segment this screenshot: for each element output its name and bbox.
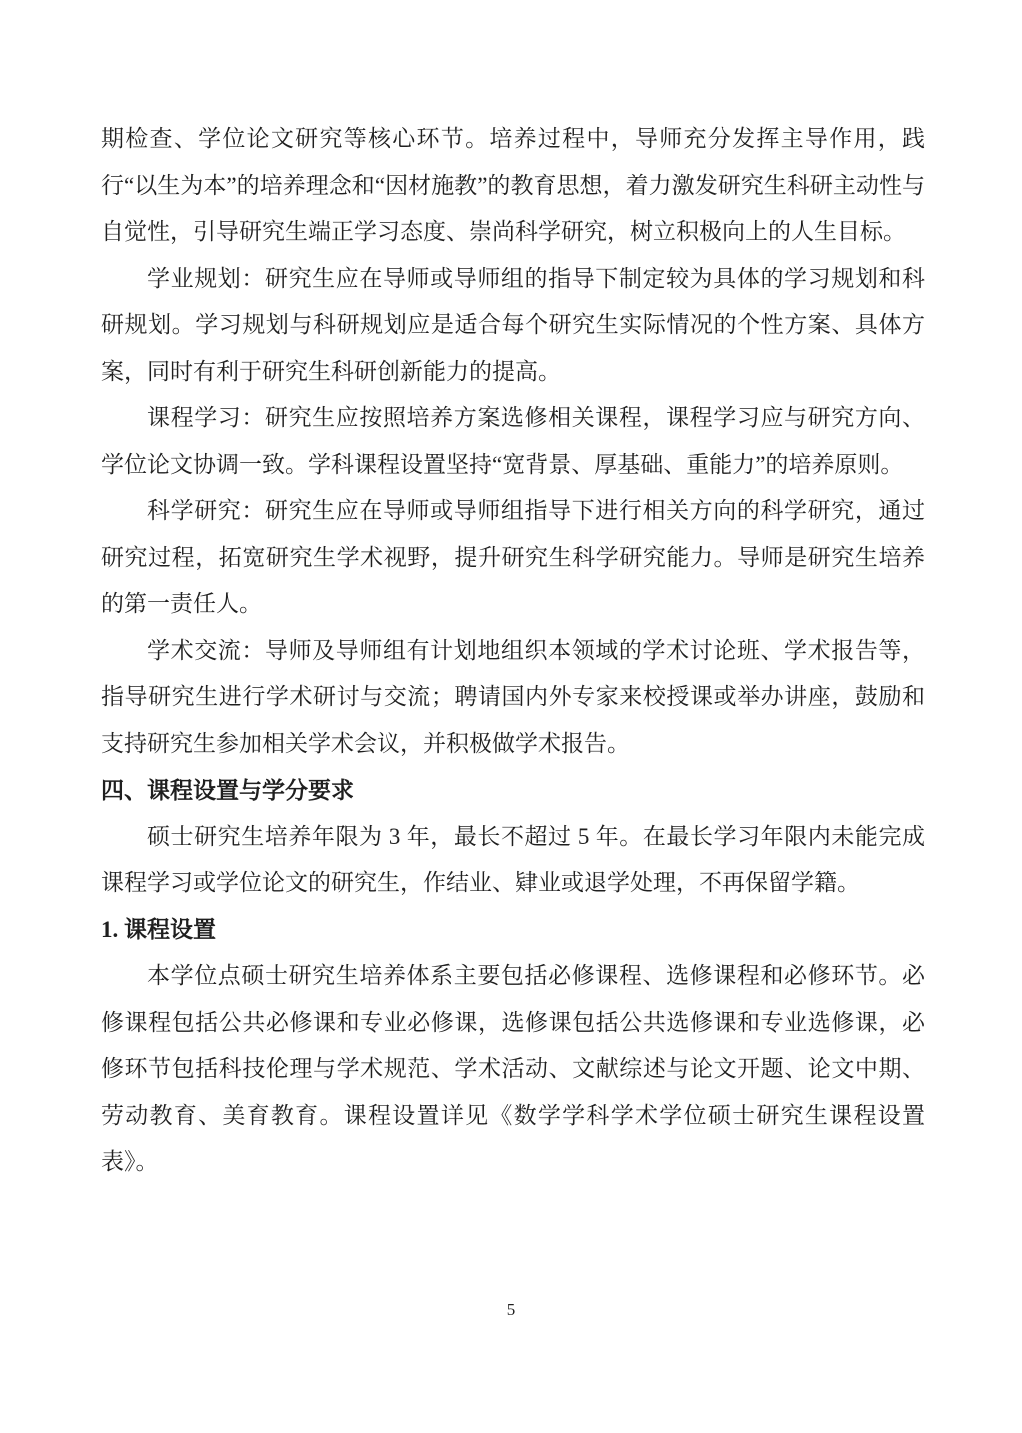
paragraph-training-duration: 硕士研究生培养年限为 3 年，最长不超过 5 年。在最长学习年限内未能完成课程学习或学位论文的研究生，作结业、肄业或退学处理，不再保留学籍。 [101, 823, 925, 895]
subsection-heading-course-setup: 1. 课程设置 [101, 916, 216, 942]
paragraph-academic-exchange: 学术交流：导师及导师组有计划地组织本领域的学术讨论班、学术报告等，指导研究生进行学术研讨与交流；聘请国内外专家来校授课或举办讲座，鼓励和支持研究生参加相关学术会议，并积极做学术报告。 [101, 637, 925, 756]
paragraph-academic-planning: 学业规划：研究生应在导师或导师组的指导下制定较为具体的学习规划和科研规划。学习规划与科研规划应是适合每个研究生实际情况的个性方案、具体方案，同时有利于研究生科研创新能力的提高。 [101, 265, 925, 384]
paragraph-continuation: 期检查、学位论文研究等核心环节。培养过程中，导师充分发挥主导作用，践行“以生为本”的培养理念和“因材施教”的教育思想，着力激发研究生科研主动性与自觉性，引导研究生端正学习态度、崇尚科学研究，树立积极向上的人生目标。 [101, 126, 925, 244]
page-number: 5 [506, 1300, 516, 1319]
section-heading-course-credit-requirements: 四、课程设置与学分要求 [101, 777, 354, 803]
paragraph-course-system: 本学位点硕士研究生培养体系主要包括必修课程、选修课程和必修环节。必修课程包括公共必修课和专业必修课，选修课包括公共选修课和专业选修课，必修环节包括科技伦理与学术规范、学术活动、文献综述与论文开题、论文中期、劳动教育、美育教育。课程设置详见《数学学科学术学位硕士研究生课程设置表》。 [101, 963, 925, 1174]
paragraph-course-study: 课程学习：研究生应按照培养方案选修相关课程，课程学习应与研究方向、学位论文协调一致。学科课程设置坚持“宽背景、厚基础、重能力”的培养原则。 [101, 405, 925, 477]
paragraph-scientific-research: 科学研究：研究生应在导师或导师组指导下进行相关方向的科学研究，通过研究过程，拓宽研究生学术视野，提升研究生科学研究能力。导师是研究生培养的第一责任人。 [101, 498, 925, 616]
